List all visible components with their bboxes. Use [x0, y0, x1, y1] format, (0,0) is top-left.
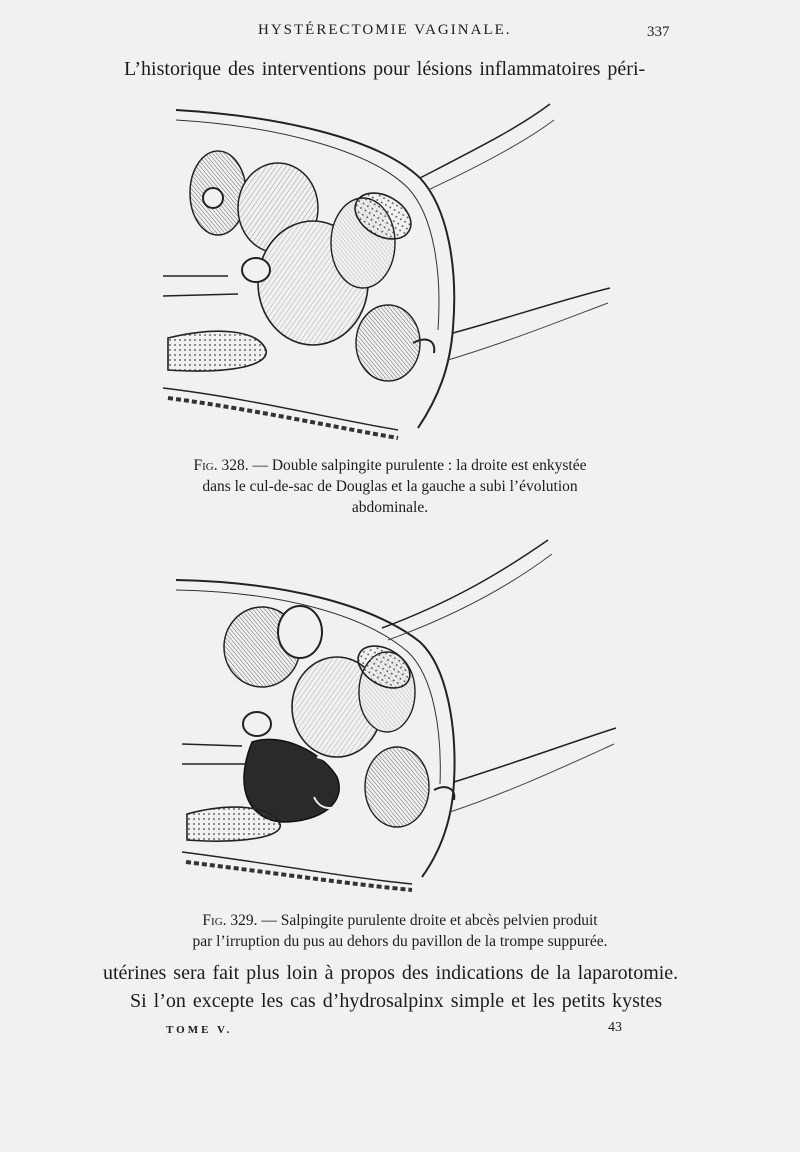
running-head: [0, 22, 800, 46]
signature-mark: 43: [608, 1020, 622, 1035]
figure-328-label: Fig. 328.: [193, 457, 249, 474]
volume-mark: TOME V.: [166, 1024, 233, 1036]
figure-329-label: Fig. 329.: [202, 912, 258, 929]
figure-328-caption-line-3: abdominale.: [351, 499, 429, 516]
figure-329-caption-line-2: par l’irruption du pus au dehors du pavillon de la trompe suppurée.: [192, 933, 608, 950]
figure-329-illustration: [172, 532, 632, 892]
figure-329-caption-line-1: — Salpingite purulente droite et abcès pelvien produit: [257, 912, 598, 929]
figure-328-caption-line-2: dans le cul-de-sac de Douglas et la gauche a subi l’évolution: [202, 478, 578, 495]
figure-329-caption: [140, 910, 660, 952]
running-title: HYSTÉRECTOMIE VAGINALE.: [258, 22, 512, 38]
body-text-bottom-2: Si l’on excepte les cas d’hydrosalpinx simple et les petits kystes: [130, 990, 663, 1012]
body-text-bottom-1: utérines sera fait plus loin à propos des indications de la laparotomie.: [103, 962, 679, 984]
page-number: 337: [647, 24, 670, 40]
page-footer: [0, 1020, 800, 1040]
figure-328-caption: [150, 455, 630, 518]
body-text-top: L’historique des interventions pour lésions inflammatoires péri-: [124, 58, 646, 80]
figure-328-caption-line-1: — Double salpingite purulente : la droite est enkystée: [248, 457, 587, 474]
figure-328-illustration: [158, 98, 618, 443]
